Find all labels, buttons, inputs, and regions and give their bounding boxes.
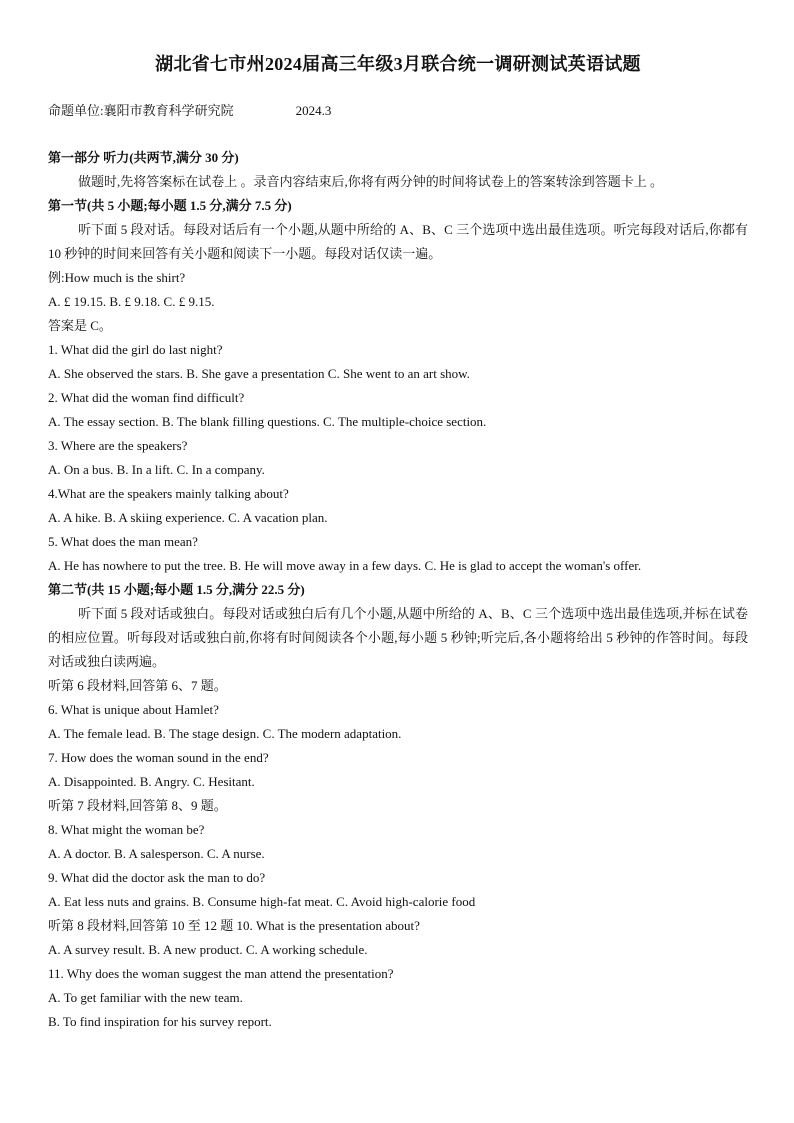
text-line: 1. What did the girl do last night? [48,342,223,357]
text-line: A. Disappointed. B. Angry. C. Hesitant. [48,774,255,789]
text-line: B. To find inspiration for his survey report. [48,1014,272,1029]
text-line: A. A survey result. B. A new product. C. A working schedule. [48,942,368,957]
text-line: 做题时,先将答案标在试卷上 。录音内容结束后,你将有两分钟的时间将试卷上的答案转涂到答题卡上 。 [78,174,664,189]
text-line: A. The essay section. B. The blank filling questions. C. The multiple-choice section. [48,414,487,429]
text-line: 听第 6 段材料,回答第 6、7 题。 [48,678,227,693]
text-line: A. £ 19.15. B. £ 9.18. C. £ 9.15. [48,294,215,309]
text-line: 听下面 5 段对话。每段对话后有一个小题,从题中所给的 A、B、C 三个选项中选出最佳选项。听完每段对话后,你都有 10 秒钟的时间来回答有关小题和阅读下一小题。每段对话仅读一遍。 [48,222,748,261]
text-line: A. On a bus. B. In a lift. C. In a company. [48,462,265,477]
exam-meta [48,100,331,119]
text-line: 例:How much is the shirt? [48,270,186,285]
author-unit: 命题单位:襄阳市教育科学研究院 [48,103,234,118]
text-line: 5. What does the man mean? [48,534,198,549]
section-heading: 第二节(共 15 小题;每小题 1.5 分,满分 22.5 分) [48,582,305,597]
text-line: A. The female lead. B. The stage design. C. The modern adaptation. [48,726,402,741]
text-line: 7. How does the woman sound in the end? [48,750,269,765]
text-line: A. To get familiar with the new team. [48,990,243,1005]
text-line: 6. What is unique about Hamlet? [48,702,219,717]
text-line: A. She observed the stars. B. She gave a presentation C. She went to an art show. [48,366,470,381]
text-line: 2. What did the woman find difficult? [48,390,245,405]
text-line: A. A doctor. B. A salesperson. C. A nurse. [48,846,265,861]
text-line: 答案是 C。 [48,318,112,333]
section-heading: 第一节(共 5 小题;每小题 1.5 分,满分 7.5 分) [48,198,292,213]
text-line: 9. What did the doctor ask the man to do? [48,870,266,885]
text-line: 听第 7 段材料,回答第 8、9 题。 [48,798,227,813]
text-line: 听下面 5 段对话或独白。每段对话或独白后有几个小题,从题中所给的 A、B、C 三个选项中选出最佳选项,并标在试卷的相应位置。听每段对话或独白前,你将有时间阅读各个小题,每小题 5 秒钟;听完后,各小题将给出 5 秒钟的作答时间。每段对话或独白读两遍。 [48,606,748,669]
exam-body [48,146,748,1034]
text-line: 11. Why does the woman suggest the man attend the presentation? [48,966,394,981]
text-line: 3. Where are the speakers? [48,438,188,453]
exam-date: 2024.3 [295,103,332,118]
text-line: 8. What might the woman be? [48,822,205,837]
section-heading: 第一部分 听力(共两节,满分 30 分) [48,150,239,165]
text-line: 听第 8 段材料,回答第 10 至 12 题 10. What is the presentation about? [48,918,420,933]
text-line: A. Eat less nuts and grains. B. Consume high-fat meat. C. Avoid high-calorie food [48,894,476,909]
text-line: A. He has nowhere to put the tree. B. He will move away in a few days. C. He is glad to accept the woman's offer. [48,558,642,573]
text-line: 4.What are the speakers mainly talking about? [48,486,289,501]
text-line: A. A hike. B. A skiing experience. C. A vacation plan. [48,510,328,525]
exam-title: 湖北省七市州2024届高三年级3月联合统一调研测试英语试题 [155,54,641,74]
